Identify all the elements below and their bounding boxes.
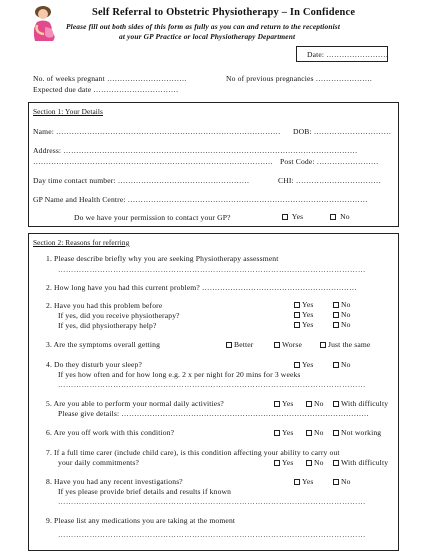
checkbox-icon[interactable] <box>294 322 300 328</box>
q4-text: 3. Are the symptoms overall getting <box>46 340 161 349</box>
checkbox-icon[interactable] <box>274 342 280 348</box>
q4-same-option[interactable]: Just the same <box>320 340 370 349</box>
form-subtitle-line2: at your GP Practice or local Physiotherapy Department <box>119 32 296 41</box>
q8-difficulty-option[interactable]: With difficulty <box>333 458 388 467</box>
checkbox-icon[interactable] <box>274 401 280 407</box>
q6-difficulty-option[interactable]: With difficulty <box>333 399 388 408</box>
q3a-text: If yes, did you receive physiotherapy? <box>58 311 180 320</box>
checkbox-icon[interactable] <box>333 430 339 436</box>
q7-no-option[interactable]: No <box>306 428 324 437</box>
checkbox-icon[interactable] <box>333 322 339 328</box>
checkbox-icon[interactable] <box>333 401 339 407</box>
section1-heading: Section 1: Your Details <box>33 107 103 116</box>
checkbox-icon[interactable] <box>294 302 300 308</box>
q8-yes-option[interactable]: Yes <box>274 458 294 467</box>
q1-text: 1. Please describe briefly why you are seeking Physiotherapy assessment <box>46 254 279 263</box>
q6-text: 5. Are you able to perform your normal daily activities? <box>46 399 224 408</box>
checkbox-icon[interactable] <box>274 430 280 436</box>
q1-answer-line[interactable]: ……………………………………………………………………………………………………… <box>58 265 366 274</box>
q5-text: 4. Do they disturb your sleep? <box>46 360 143 369</box>
checkbox-icon[interactable] <box>333 302 339 308</box>
checkbox-icon[interactable] <box>306 460 312 466</box>
checkbox-icon[interactable] <box>282 214 288 220</box>
q7-not-working-option[interactable]: Not working <box>333 428 381 437</box>
checkbox-icon[interactable] <box>306 430 312 436</box>
q3b-text: If yes, did physiotherapy help? <box>58 321 157 330</box>
address-field[interactable]: Address: …………………………………………………………………………………………………… <box>33 146 358 155</box>
checkbox-icon[interactable] <box>306 401 312 407</box>
checkbox-icon[interactable] <box>333 312 339 318</box>
checkbox-icon[interactable] <box>330 214 336 220</box>
q3-no-options[interactable]: No No No <box>333 300 351 330</box>
checkbox-icon[interactable] <box>333 479 339 485</box>
gp-permission-yes[interactable]: Yes <box>282 212 303 221</box>
q4-better-option[interactable]: Better <box>226 340 253 349</box>
q7-yes-option[interactable]: Yes <box>274 428 294 437</box>
checkbox-icon[interactable] <box>294 362 300 368</box>
form-title: Self Referral to Obstetric Physiotherapy – In Confidence <box>92 7 356 18</box>
q3-yes-options[interactable]: Yes Yes Yes <box>294 300 314 330</box>
q9a-text: If yes please provide brief details and results if known <box>58 487 232 496</box>
q4-worse-option[interactable]: Worse <box>274 340 302 349</box>
q9-text: 8. Have you had any recent investigations? <box>46 477 183 486</box>
date-box[interactable] <box>296 46 388 62</box>
checkbox-icon[interactable] <box>320 342 326 348</box>
chi-field[interactable]: CHI: …………………………… <box>278 176 382 185</box>
q8-no-option[interactable]: No <box>306 458 324 467</box>
gp-permission-no[interactable]: No <box>330 212 350 221</box>
q9-yes-option[interactable]: Yes <box>294 477 314 486</box>
q5-yes-option[interactable]: Yes <box>294 360 314 369</box>
q6-yes-option[interactable]: Yes <box>274 399 294 408</box>
q2-text[interactable]: 2. How long have you had this current problem? …………………………………………………… <box>46 283 357 292</box>
q5-answer-line[interactable]: ……………………………………………………………………………………………………… <box>58 380 366 389</box>
checkbox-icon[interactable] <box>333 362 339 368</box>
q8b-text: your daily commitments? <box>58 458 140 467</box>
day-contact-field[interactable]: Day time contact number: …………………………………………… <box>33 176 250 185</box>
section2-heading: Section 2: Reasons for referring <box>33 238 130 247</box>
q5a-text: If yes how often and for how long e.g. 2 x per night for 20 mins for 3 weeks <box>58 370 301 379</box>
q5-no-option[interactable]: No <box>333 360 351 369</box>
q7-text: 6. Are you off work with this condition? <box>46 428 175 437</box>
dob-field[interactable]: DOB: ………………………… <box>293 127 392 136</box>
q6-no-option[interactable]: No <box>306 399 324 408</box>
previous-pregnancies-field[interactable]: No of previous pregnancies …………………. <box>226 74 372 83</box>
q3-text: 2. Have you had this problem before <box>46 301 163 310</box>
checkbox-icon[interactable] <box>226 342 232 348</box>
post-code-field[interactable]: Post Code: …………………… <box>280 157 379 166</box>
checkbox-icon[interactable] <box>274 460 280 466</box>
q9-no-option[interactable]: No <box>333 477 351 486</box>
checkbox-icon[interactable] <box>294 479 300 485</box>
weeks-pregnant-field[interactable]: No. of weeks pregnant …………………………. <box>33 74 187 83</box>
gp-permission-question: Do we have your permission to contact your GP? <box>74 213 231 222</box>
q10-text: 9. Please list any medications you are taking at the moment <box>46 516 236 525</box>
q8-text: 7. If a full time carer (include child care), is this condition affecting your ability to carry out <box>46 448 340 457</box>
q9-answer-line[interactable]: ……………………………………………………………………………………………………… <box>58 497 366 506</box>
gp-name-field[interactable]: GP Name and Health Centre: ………………………………………………………………………………… <box>33 195 368 204</box>
form-subtitle-line1: Please fill out both sides of this form as fully as you can and return to the receptionist <box>66 22 341 31</box>
address-line2-field[interactable]: ………………………………………………………………………………… <box>33 157 274 166</box>
date-label: Date: …………………… <box>307 50 389 59</box>
pregnant-woman-icon <box>26 3 60 43</box>
q6-details-field[interactable]: Please give details: …………………………………………………………………………………… <box>58 409 370 418</box>
checkbox-icon[interactable] <box>333 460 339 466</box>
name-field[interactable]: Name: …………………………………………………………………………… <box>33 127 281 136</box>
checkbox-icon[interactable] <box>294 312 300 318</box>
q10-answer-line[interactable]: ……………………………………………………………………………………………………… <box>58 530 366 539</box>
due-date-field[interactable]: Expected due date …………………………… <box>33 85 179 94</box>
